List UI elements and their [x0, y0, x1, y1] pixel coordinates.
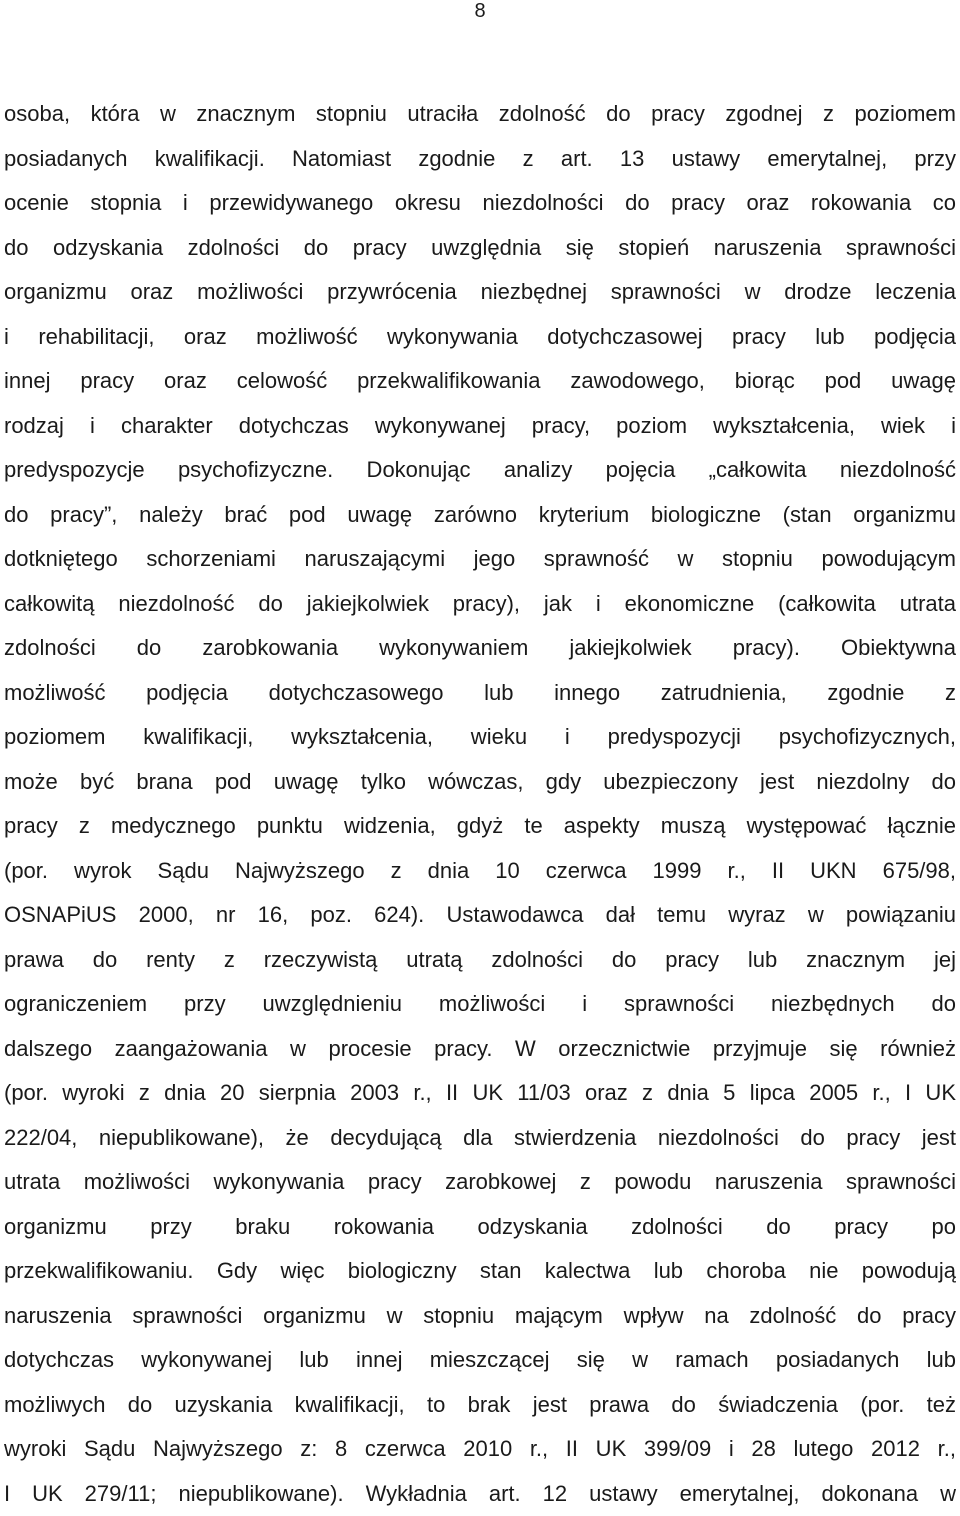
text-line: naruszenia sprawności organizmu w stopniu mającym wpływ na zdolność do pracy	[4, 1294, 956, 1339]
text-line: 222/04, niepublikowane), że decydującą dla stwierdzenia niezdolności do pracy jest	[4, 1116, 956, 1161]
text-line: całkowitą niezdolność do jakiejkolwiek pracy), jak i ekonomiczne (całkowita utrata	[4, 582, 956, 627]
text-line: dotkniętego schorzeniami naruszającymi jego sprawność w stopniu powodującym	[4, 537, 956, 582]
document-body-text	[4, 92, 956, 1516]
text-line: pracy z medycznego punktu widzenia, gdyż te aspekty muszą występować łącznie	[4, 804, 956, 849]
text-line: prawa do renty z rzeczywistą utratą zdolności do pracy lub znacznym jej	[4, 938, 956, 983]
text-line: dotychczas wykonywanej lub innej mieszczącej się w ramach posiadanych lub	[4, 1338, 956, 1383]
text-line: ograniczeniem przy uwzględnieniu możliwości i sprawności niezbędnych do	[4, 982, 956, 1027]
text-line: OSNAPiUS 2000, nr 16, poz. 624). Ustawodawca dał temu wyraz w powiązaniu	[4, 893, 956, 938]
text-line: innej pracy oraz celowość przekwalifikowania zawodowego, biorąc pod uwagę	[4, 359, 956, 404]
text-line: posiadanych kwalifikacji. Natomiast zgodnie z art. 13 ustawy emerytalnej, przy	[4, 137, 956, 182]
text-line: (por. wyrok Sądu Najwyższego z dnia 10 czerwca 1999 r., II UKN 675/98,	[4, 849, 956, 894]
text-line: organizmu oraz możliwości przywrócenia niezbędnej sprawności w drodze leczenia	[4, 270, 956, 315]
text-line: do pracy”, należy brać pod uwagę zarówno kryterium biologiczne (stan organizmu	[4, 493, 956, 538]
text-line: osoba, która w znacznym stopniu utraciła zdolność do pracy zgodnej z poziomem	[4, 92, 956, 137]
text-line: rodzaj i charakter dotychczas wykonywanej pracy, poziom wykształcenia, wiek i	[4, 404, 956, 449]
text-line: może być brana pod uwagę tylko wówczas, gdy ubezpieczony jest niezdolny do	[4, 760, 956, 805]
text-line: utrata możliwości wykonywania pracy zarobkowej z powodu naruszenia sprawności	[4, 1160, 956, 1205]
page-number: 8	[0, 0, 960, 22]
text-line: organizmu przy braku rokowania odzyskania zdolności do pracy po	[4, 1205, 956, 1250]
text-line: i rehabilitacji, oraz możliwość wykonywania dotychczasowej pracy lub podjęcia	[4, 315, 956, 360]
text-line: wyroki Sądu Najwyższego z: 8 czerwca 2010 r., II UK 399/09 i 28 lutego 2012 r.,	[4, 1427, 956, 1472]
text-line: przekwalifikowaniu. Gdy więc biologiczny stan kalectwa lub choroba nie powodują	[4, 1249, 956, 1294]
text-line: predyspozycje psychofizyczne. Dokonując analizy pojęcia „całkowita niezdolność	[4, 448, 956, 493]
text-line: dalszego zaangażowania w procesie pracy. W orzecznictwie przyjmuje się również	[4, 1027, 956, 1072]
text-line: poziomem kwalifikacji, wykształcenia, wieku i predyspozycji psychofizycznych,	[4, 715, 956, 760]
text-line: I UK 279/11; niepublikowane). Wykładnia art. 12 ustawy emerytalnej, dokonana w	[4, 1472, 956, 1516]
text-line: możliwość podjęcia dotychczasowego lub innego zatrudnienia, zgodnie z	[4, 671, 956, 716]
text-line: ocenie stopnia i przewidywanego okresu niezdolności do pracy oraz rokowania co	[4, 181, 956, 226]
text-line: (por. wyroki z dnia 20 sierpnia 2003 r., II UK 11/03 oraz z dnia 5 lipca 2005 r., I UK	[4, 1071, 956, 1116]
text-line: do odzyskania zdolności do pracy uwzględnia się stopień naruszenia sprawności	[4, 226, 956, 271]
text-line: możliwych do uzyskania kwalifikacji, to brak jest prawa do świadczenia (por. też	[4, 1383, 956, 1428]
text-line: zdolności do zarobkowania wykonywaniem jakiejkolwiek pracy). Obiektywna	[4, 626, 956, 671]
